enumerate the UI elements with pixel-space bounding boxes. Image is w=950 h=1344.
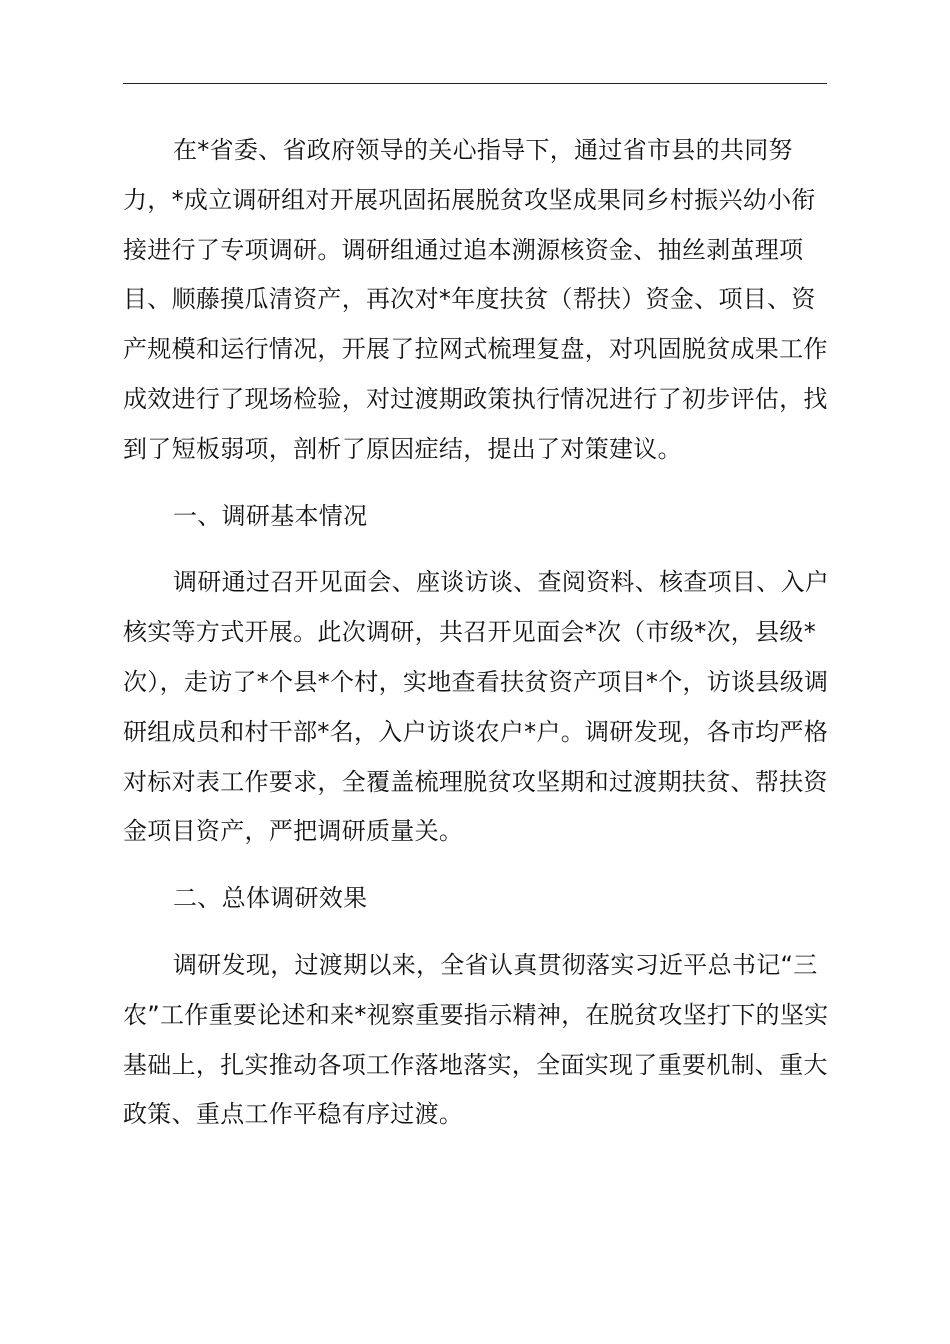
overall-effect-paragraph: 调研发现，过渡期以来，全省认真贯彻落实习近平总书记“三农”工作重要论述和来*视察重要指示精神，在脱贫攻坚打下的坚实基础上，扎实推动各项工作落地落实，全面实现了重要机制、重大政策、重点工作平稳有序过渡。 bbox=[123, 950, 829, 1129]
header-rule bbox=[123, 83, 827, 84]
intro-paragraph: 在*省委、省政府领导的关心指导下，通过省市县的共同努力，*成立调研组对开展巩固拓展脱贫攻坚成果同乡村振兴幼小衔接进行了专项调研。调研组通过追本溯源核资金、抽丝剥茧理项目、顺藤摸瓜清资产，再次对*年度扶贫（帮扶）资金、项目、资产规模和运行情况，开展了拉网式梳理复盘，对巩固脱贫成果工作成效进行了现场检验，对过渡期政策执行情况进行了初步评估，找到了短板弱项，剖析了原因症结，提出了对策建议。 bbox=[123, 136, 828, 463]
section-heading-basic-situation: 一、调研基本情况 bbox=[173, 501, 368, 530]
basic-situation-paragraph: 调研通过召开见面会、座谈访谈、查阅资料、核查项目、入户核实等方式开展。此次调研，共召开见面会*次（市级*次，县级*次），走访了*个县*个村，实地查看扶贫资产项目*个，访谈县级调研组成员和村干部*名，入户访谈农户*户。调研发现，各市均严格对标对表工作要求，全覆盖梳理脱贫攻坚期和过渡期扶贫、帮扶资金项目资产，严把调研质量关。 bbox=[123, 568, 830, 846]
section-heading-overall-effect: 二、总体调研效果 bbox=[173, 884, 368, 913]
document-body bbox=[123, 126, 833, 1140]
